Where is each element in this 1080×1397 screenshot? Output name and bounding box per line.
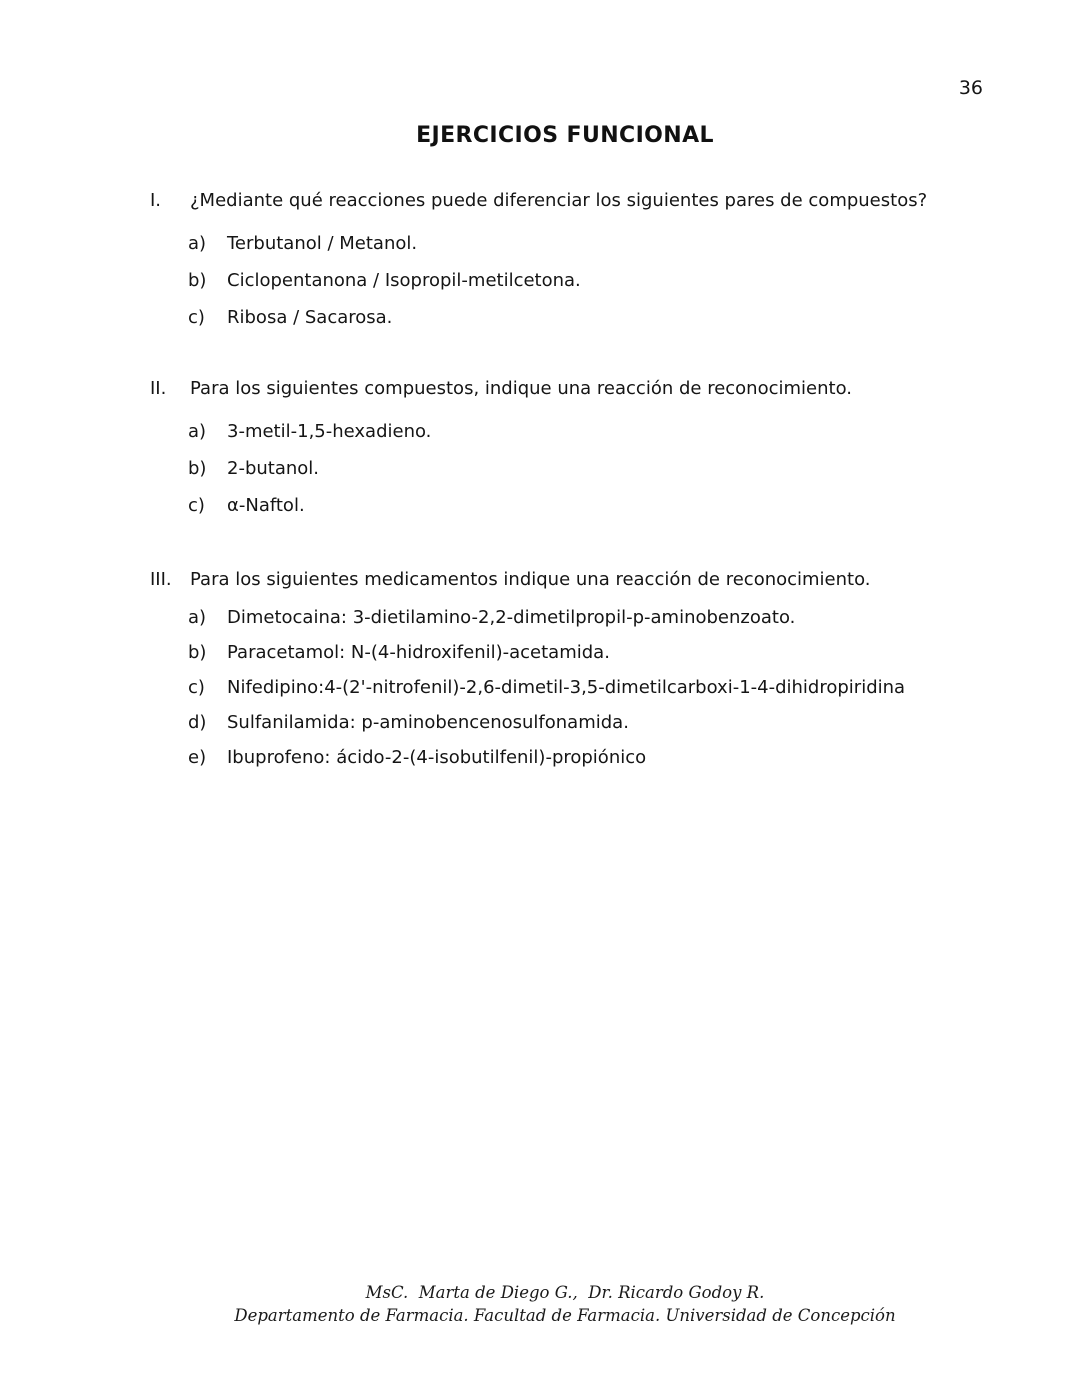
- section-2-prompt-row: [150, 376, 980, 402]
- list-item: [188, 745, 980, 771]
- list-item: [188, 605, 980, 631]
- section-3-items: [188, 605, 980, 771]
- section-1: [150, 188, 980, 331]
- list-item: [188, 456, 980, 482]
- footer: [150, 1281, 980, 1327]
- list-item: [188, 640, 980, 666]
- item-label: a): [188, 233, 207, 254]
- page-number: 36: [958, 77, 983, 99]
- item-text: Ciclopentanona / Isopropil-metilcetona.: [227, 270, 581, 291]
- section-3-prompt-row: [150, 567, 980, 593]
- item-label: b): [188, 458, 207, 479]
- item-text: Ribosa / Sacarosa.: [227, 307, 393, 328]
- section-3-numeral: III.: [150, 569, 172, 590]
- list-item: [188, 268, 980, 294]
- item-label: a): [188, 421, 207, 442]
- item-label: b): [188, 270, 207, 291]
- item-text: Nifedipino:4-(2'-nitrofenil)-2,6-dimetil-3,5-dimetilcarboxi-1-4-dihidropiridina: [227, 677, 906, 698]
- document-page: [150, 0, 980, 771]
- list-item: [188, 419, 980, 445]
- section-2-items: [188, 419, 980, 519]
- item-label: c): [188, 677, 205, 698]
- footer-authors: MsC. Marta de Diego G., Dr. Ricardo Godoy R.: [365, 1283, 765, 1302]
- item-text: α-Naftol.: [227, 495, 305, 516]
- section-2-numeral: II.: [150, 378, 167, 399]
- item-text: Ibuprofeno: ácido-2-(4-isobutilfenil)-propiónico: [227, 747, 647, 768]
- list-item: [188, 305, 980, 331]
- item-text: 2-butanol.: [227, 458, 320, 479]
- list-item: [188, 675, 980, 701]
- page-title: EJERCICIOS FUNCIONAL: [416, 123, 714, 148]
- item-label: b): [188, 642, 207, 663]
- item-label: d): [188, 712, 207, 733]
- section-3-prompt: Para los siguientes medicamentos indique una reacción de reconocimiento.: [190, 569, 871, 590]
- item-label: a): [188, 607, 207, 628]
- item-label: c): [188, 495, 205, 516]
- section-1-prompt-row: [150, 188, 980, 214]
- item-text: Sulfanilamida: p-aminobencenosulfonamida.: [227, 712, 629, 733]
- section-2: [150, 376, 980, 519]
- item-text: 3-metil-1,5-hexadieno.: [227, 421, 432, 442]
- item-text: Paracetamol: N-(4-hidroxifenil)-acetamida.: [227, 642, 610, 663]
- list-item: [188, 231, 980, 257]
- section-3: [150, 567, 980, 771]
- item-label: c): [188, 307, 205, 328]
- item-label: e): [188, 747, 207, 768]
- list-item: [188, 710, 980, 736]
- section-1-items: [188, 231, 980, 331]
- section-2-prompt: Para los siguientes compuestos, indique una reacción de reconocimiento.: [190, 378, 852, 399]
- item-text: Terbutanol / Metanol.: [227, 233, 418, 254]
- item-text: Dimetocaina: 3-dietilamino-2,2-dimetilpropil-p-aminobenzoato.: [227, 607, 796, 628]
- section-1-prompt: ¿Mediante qué reacciones puede diferenciar los siguientes pares de compuestos?: [190, 190, 928, 211]
- section-1-numeral: I.: [150, 190, 162, 211]
- list-item: [188, 493, 980, 519]
- footer-affiliation: Departamento de Farmacia. Facultad de Farmacia. Universidad de Concepción: [234, 1306, 896, 1325]
